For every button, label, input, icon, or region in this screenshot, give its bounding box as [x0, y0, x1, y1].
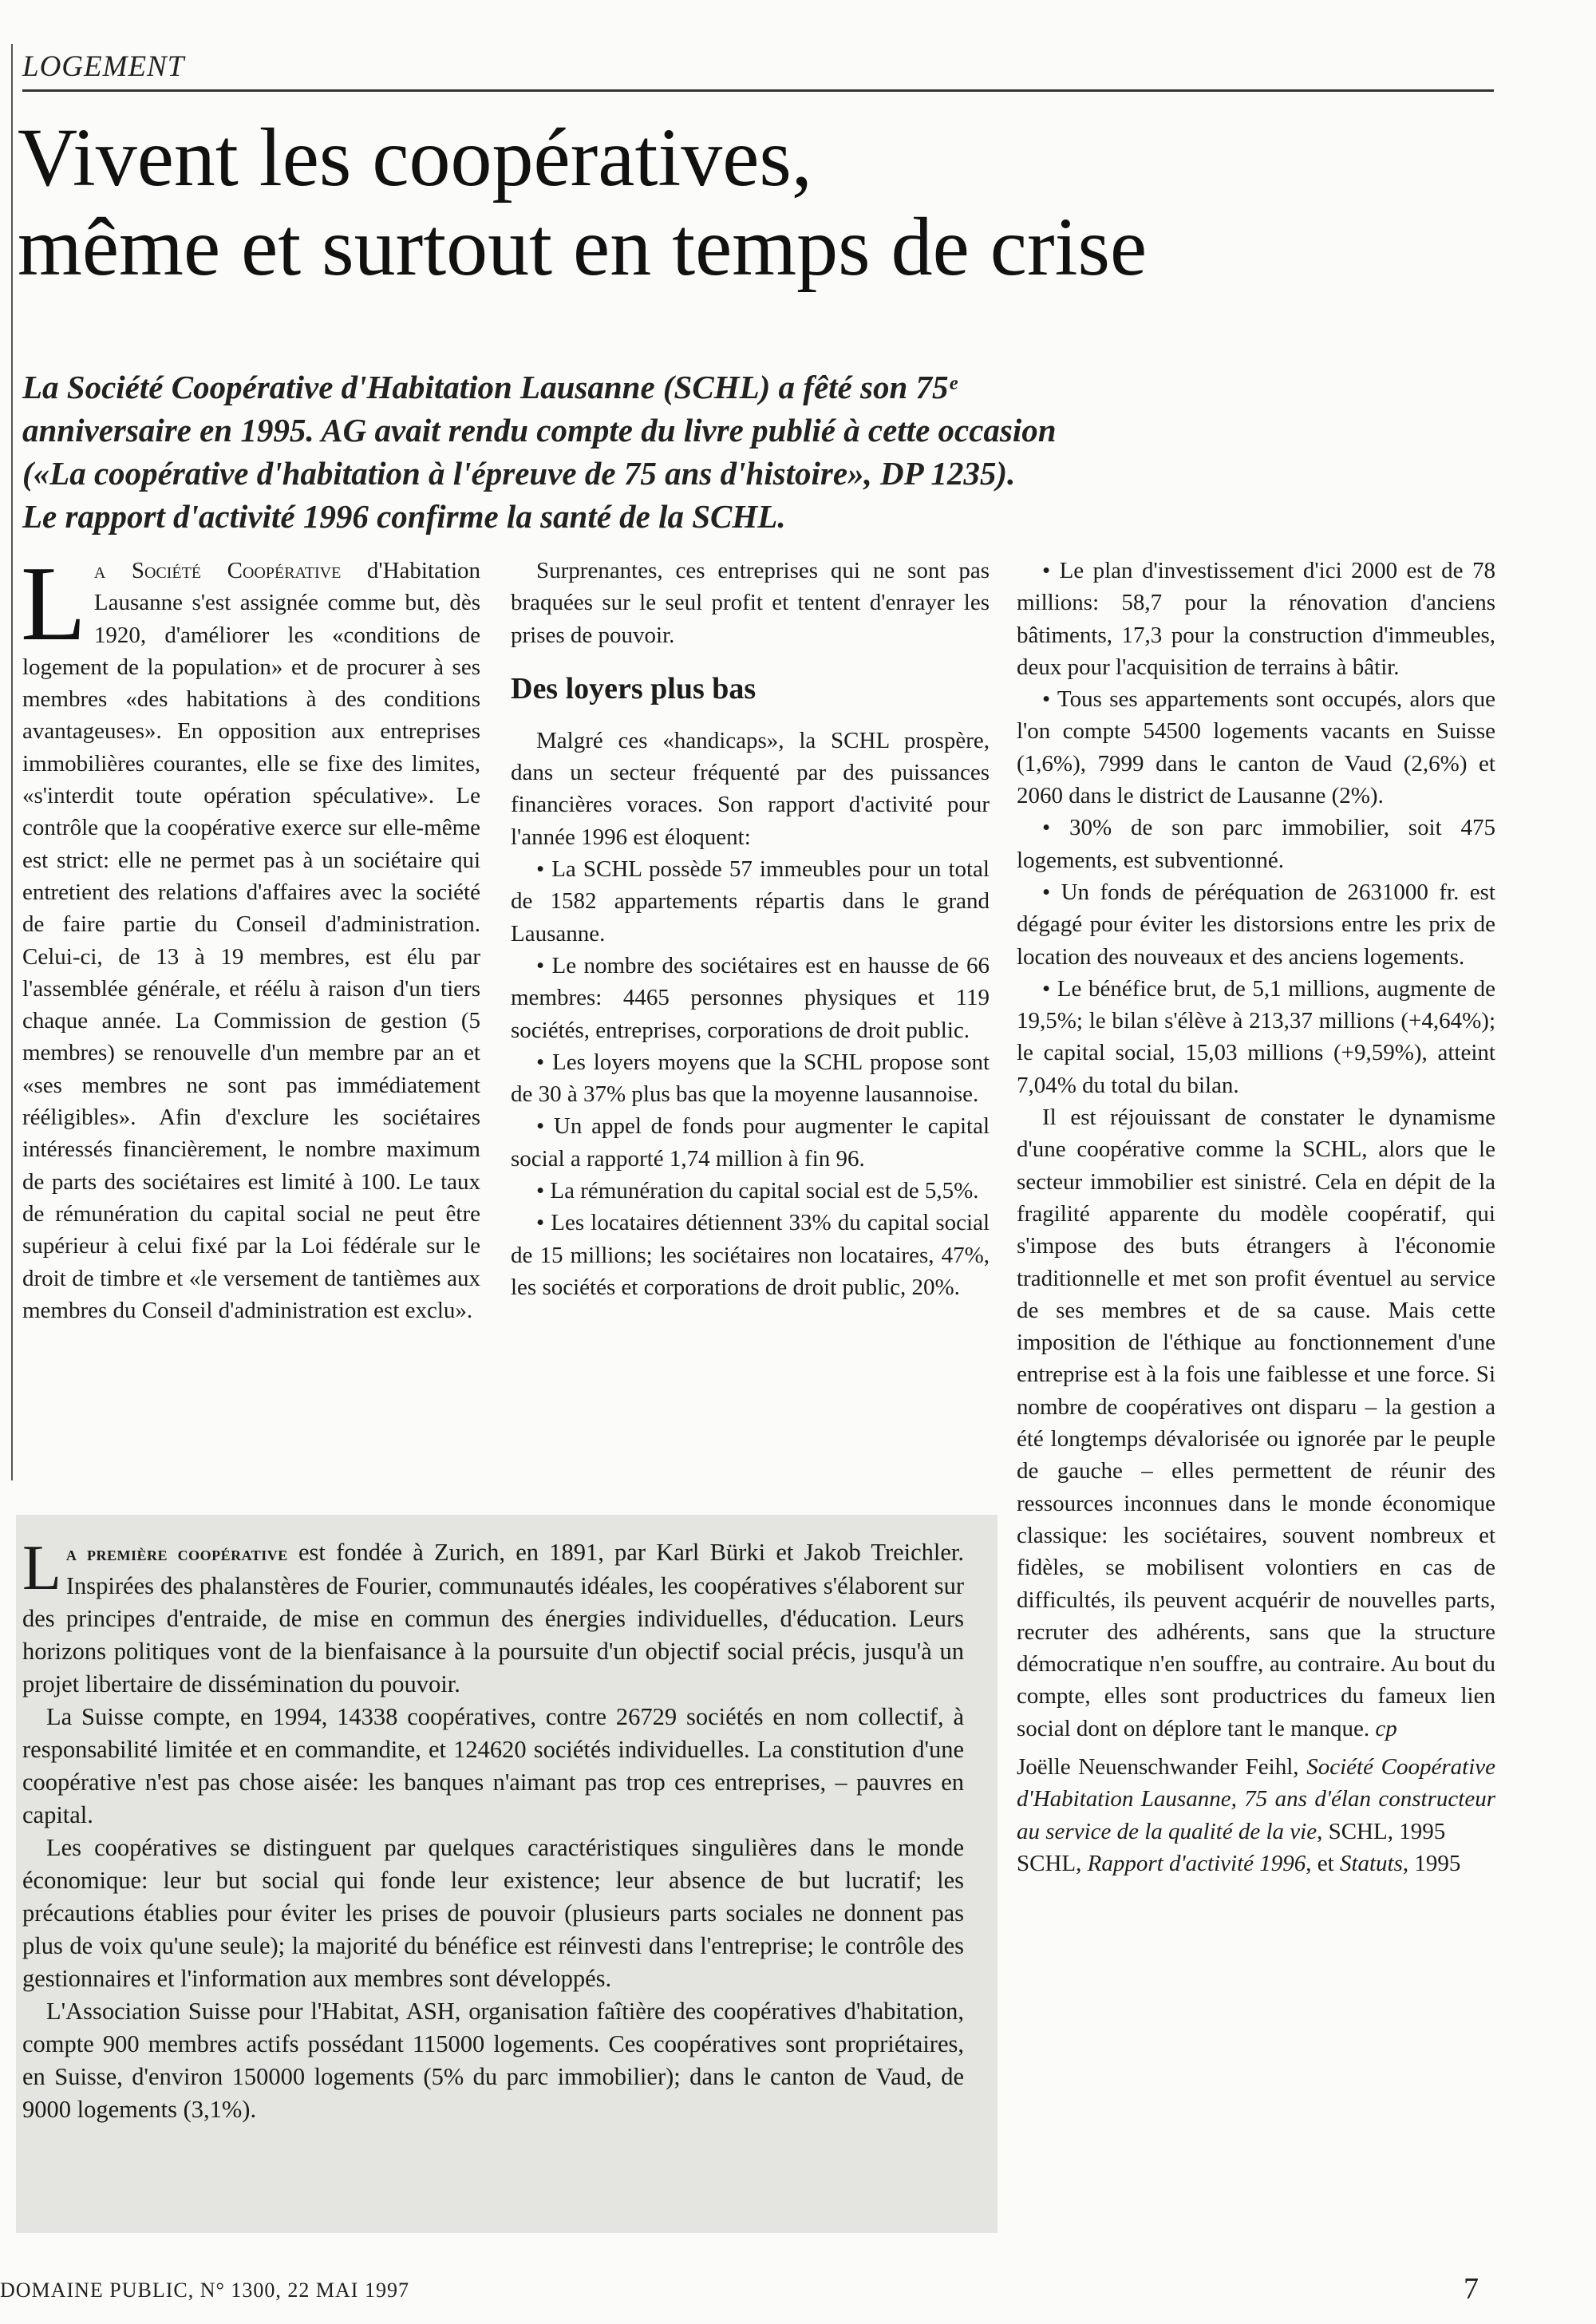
box-smallcaps-lead: a première coopérative [65, 1542, 288, 1565]
lede-line-1: La Société Coopérative d'Habitation Lausanne (SCHL) a fêté son 75ᵉ [22, 369, 958, 405]
source-org: SCHL, [1017, 1850, 1088, 1876]
bullet-item: • Tous ses appartements sont occupés, alors que l'on compte 54500 logements vacants en Suisse (1,6%), 7999 dans le canton de Vaud (2,6%) et 2060 dans le district de Lausanne (2%). [1017, 686, 1495, 809]
bullet-item: • La rémunération du capital social est de 5,5%. [536, 1178, 979, 1204]
box-paragraph: La Suisse compte, en 1994, 14338 coopératives, contre 26729 sociétés en nom collectif, à responsabilité limitée et en commandite, et 124620 sociétés individuelles. La constitution d'une coopérative n'est pas chose aisée: les banques n'aimant pas trop ces entreprises, – pauvres en capital. [22, 1703, 964, 1828]
source-1 [1017, 1751, 1495, 1848]
section-label: LOGEMENT [22, 50, 185, 83]
source-author: Joëlle Neuenschwander Feihl, [1017, 1753, 1307, 1780]
bullet-item: • La SCHL possède 57 immeubles pour un total de 1582 appartements répartis dans le grand Lausanne. [511, 856, 990, 947]
lede [22, 366, 1283, 538]
bullet-item: • Les loyers moyens que la SCHL propose sont de 30 à 37% plus bas que la moyenne lausannoise. [511, 1049, 990, 1108]
bullet-item: • Un fonds de péréquation de 2631000 fr. est dégagé pour éviter les distorsions entre les prix de location des nouveaux et des anciens logements. [1017, 879, 1495, 970]
header-rule [22, 89, 1494, 92]
col2-paragraph: Malgré ces «handicaps», la SCHL prospère, dans un secteur fréquenté par des puissances financières voraces. Son rapport d'activité pour l'année 1996 est éloquent: [511, 727, 990, 850]
source-2 [1017, 1848, 1495, 1879]
bullet-item: • Le plan d'investissement d'ici 2000 est de 78 millions: 58,7 pour la rénovation d'anciens bâtiments, 17,3 pour la construction d'immeubles, deux pour l'acquisition de terrains à bâtir. [1017, 558, 1495, 680]
headline-line-2: même et surtout en temps de crise [18, 201, 1148, 293]
bullet-item: • Un appel de fonds pour augmenter le capital social a rapporté 1,74 million à fin 96. [511, 1113, 990, 1172]
box-text: est fondée à Zurich, en 1891, par Karl Bürki et Jakob Treichler. Inspirées des phalanstères de Fourier, communautés idéales, les coopératives s'élaborent sur des principes d'entraide, de mise en commun des énergies individuelles, d'éducation. Leurs horizons politiques vont de la bienfaisance à la poursuite d'un objectif social précis, jusqu'à un projet libertaire de dissémination du pouvoir. [22, 1539, 965, 1698]
col2-intro: Surprenantes, ces entreprises qui ne sont pas braquées sur le seul profit et tentent d'enrayer les prises de pouvoir. [511, 558, 990, 648]
drop-cap: L [21, 544, 86, 662]
col1-text: d'Habitation Lausanne s'est assignée comme but, dès 1920, d'améliorer les «conditions de logement de la population» et de procurer à ses membres «des habitations à des conditions avantageuses». En opposition aux entreprises immobilières courantes, elle se fixe des limites, «s'interdit toute opération spéculative». Le contrôle que la coopérative exerce sur elle-même est strict: elle ne permet pas à un sociétaire qui entretient des relations d'affaires avec la société de faire partie du Conseil d'administration. Celui-ci, de 13 à 19 membres, est élu par l'assemblée générale, et réélu à raison d'un tiers chaque année. La Commission de gestion (5 membres) se renouvelle d'un membre par an et «ses membres ne sont pas immédiatement rééligibles». Afin d'exclure les sociétaires intéressés financièrement, le nombre maximum de parts des sociétaires est limité à 100. Le taux de rémunération du capital social ne peut être supérieur à celui fixé par la Loi fédérale sur le droit de timbre et «le versement de tantièmes aux membres du Conseil d'administration est exclu». [22, 558, 481, 1323]
bullet-item: • 30% de son parc immobilier, soit 475 logements, est subventionné. [1017, 815, 1495, 873]
sidebar-box [22, 1533, 965, 2126]
col3-paragraph [1017, 1101, 1495, 1745]
subhead: Des loyers plus bas [511, 671, 757, 706]
source-statuts: Statuts [1339, 1850, 1403, 1876]
page-number: 7 [1464, 2272, 1479, 2306]
lede-line-4: Le rapport d'activité 1996 confirme la santé de la SCHL. [22, 498, 786, 535]
box-drop-cap: L [22, 1533, 61, 1603]
bullet-item: • Le nombre des sociétaires est en hausse de 66 membres: 4465 personnes physiques et 119 sociétés, entreprises, corporations de droit public. [511, 952, 990, 1043]
margin-rule [11, 44, 13, 1480]
box-paragraph: Les coopératives se distinguent par quelques caractéristiques singulières dans le monde économique: leur but social qui fonde leur existence; leur absence de but lucratif; les précautions établies pour éviter les prises de pouvoir (plusieurs parts sociales ne donnent pas plus de voix qu'une seule); la majorité du bénéfice est réinvesti dans l'entreprise; le contrôle des gestionnaires et l'information aux membres sont développés. [22, 1834, 964, 1992]
sources [1017, 1751, 1495, 1879]
bullet-item: • Le bénéfice brut, de 5,1 millions, augmente de 19,5%; le bilan s'élève à 213,37 millions (+4,64%); le capital social, 15,03 millions (+9,59%), atteint 7,04% du total du bilan. [1017, 975, 1495, 1098]
article-column-1 [21, 544, 481, 1326]
source-publisher: , SCHL, 1995 [1317, 1818, 1446, 1844]
lede-line-3: («La coopérative d'habitation à l'épreuve de 75 ans d'histoire», DP 1235). [22, 455, 1016, 492]
headline-line-1: Vivent les coopératives, [18, 112, 812, 204]
col3-text: Il est réjouissant de constater le dynamisme d'une coopérative comme la SCHL, alors que le secteur immobilier est sinistré. Cela en dépit de la fragilité apparente du modèle coopératif, qui s'impose des buts étrangers à l'économie traditionnelle et met son profit éventuel au service de ses membres et de sa cause. Mais cette imposition de l'éthique au fonctionnement d'une entreprise est à la fois une faiblesse et une force. Si nombre de coopératives ont disparu – la gestion a été longtemps dévalorisée ou ignorée par le peuple de gauche – elles permettent de réunir des ressources inconnues dans le monde économique classique: les sociétaires, souvent nombreux et fidèles, se mobilisent volontiers en cas de difficultés, ils peuvent acquérir de nouvelles parts, recruter des adhérents, sans que la structure démocratique n'en souffre, au contraire. Au bout du compte, elles sont productrices du fameux lien social dont on déplore tant le manque. [1017, 1105, 1495, 1741]
bullet-item: • Les locataires détiennent 33% du capital social de 15 millions; les sociétaires non locataires, 47%, les sociétés et corporations de droit public, 20%. [511, 1210, 990, 1300]
headline [18, 113, 1502, 292]
box-paragraph [22, 1533, 965, 1701]
box-paragraph: L'Association Suisse pour l'Habitat, ASH, organisation faîtière des coopératives d'habitation, compte 900 membres actifs possédant 115000 logements. Ces coopératives sont propriétaires, en Suisse, d'environ 150000 logements (5% du parc immobilier); dans le canton de Vaud, de 9000 logements (3,1%). [22, 1998, 964, 2123]
article-column-3 [1017, 555, 1495, 1879]
lede-line-2: anniversaire en 1995. AG avait rendu compte du livre publié à cette occasion [22, 412, 1057, 449]
source-title: Société Coopérative d'Habitation Lausanne, 75 ans d'élan constructeur au service de la qualité de la vie [1017, 1753, 1495, 1844]
source-title: Rapport d'activité 1996 [1087, 1850, 1306, 1876]
footer-publication: DOMAINE PUBLIC, N° 1300, 22 MAI 1997 [0, 2279, 409, 2302]
author-initials: cp [1375, 1715, 1397, 1741]
source-joiner: , et [1306, 1850, 1340, 1876]
article-column-2 [511, 555, 990, 1303]
source-year: , 1995 [1402, 1850, 1461, 1876]
col1-paragraph [21, 544, 481, 1326]
smallcaps-lead: a Société Coopérative [93, 558, 342, 583]
